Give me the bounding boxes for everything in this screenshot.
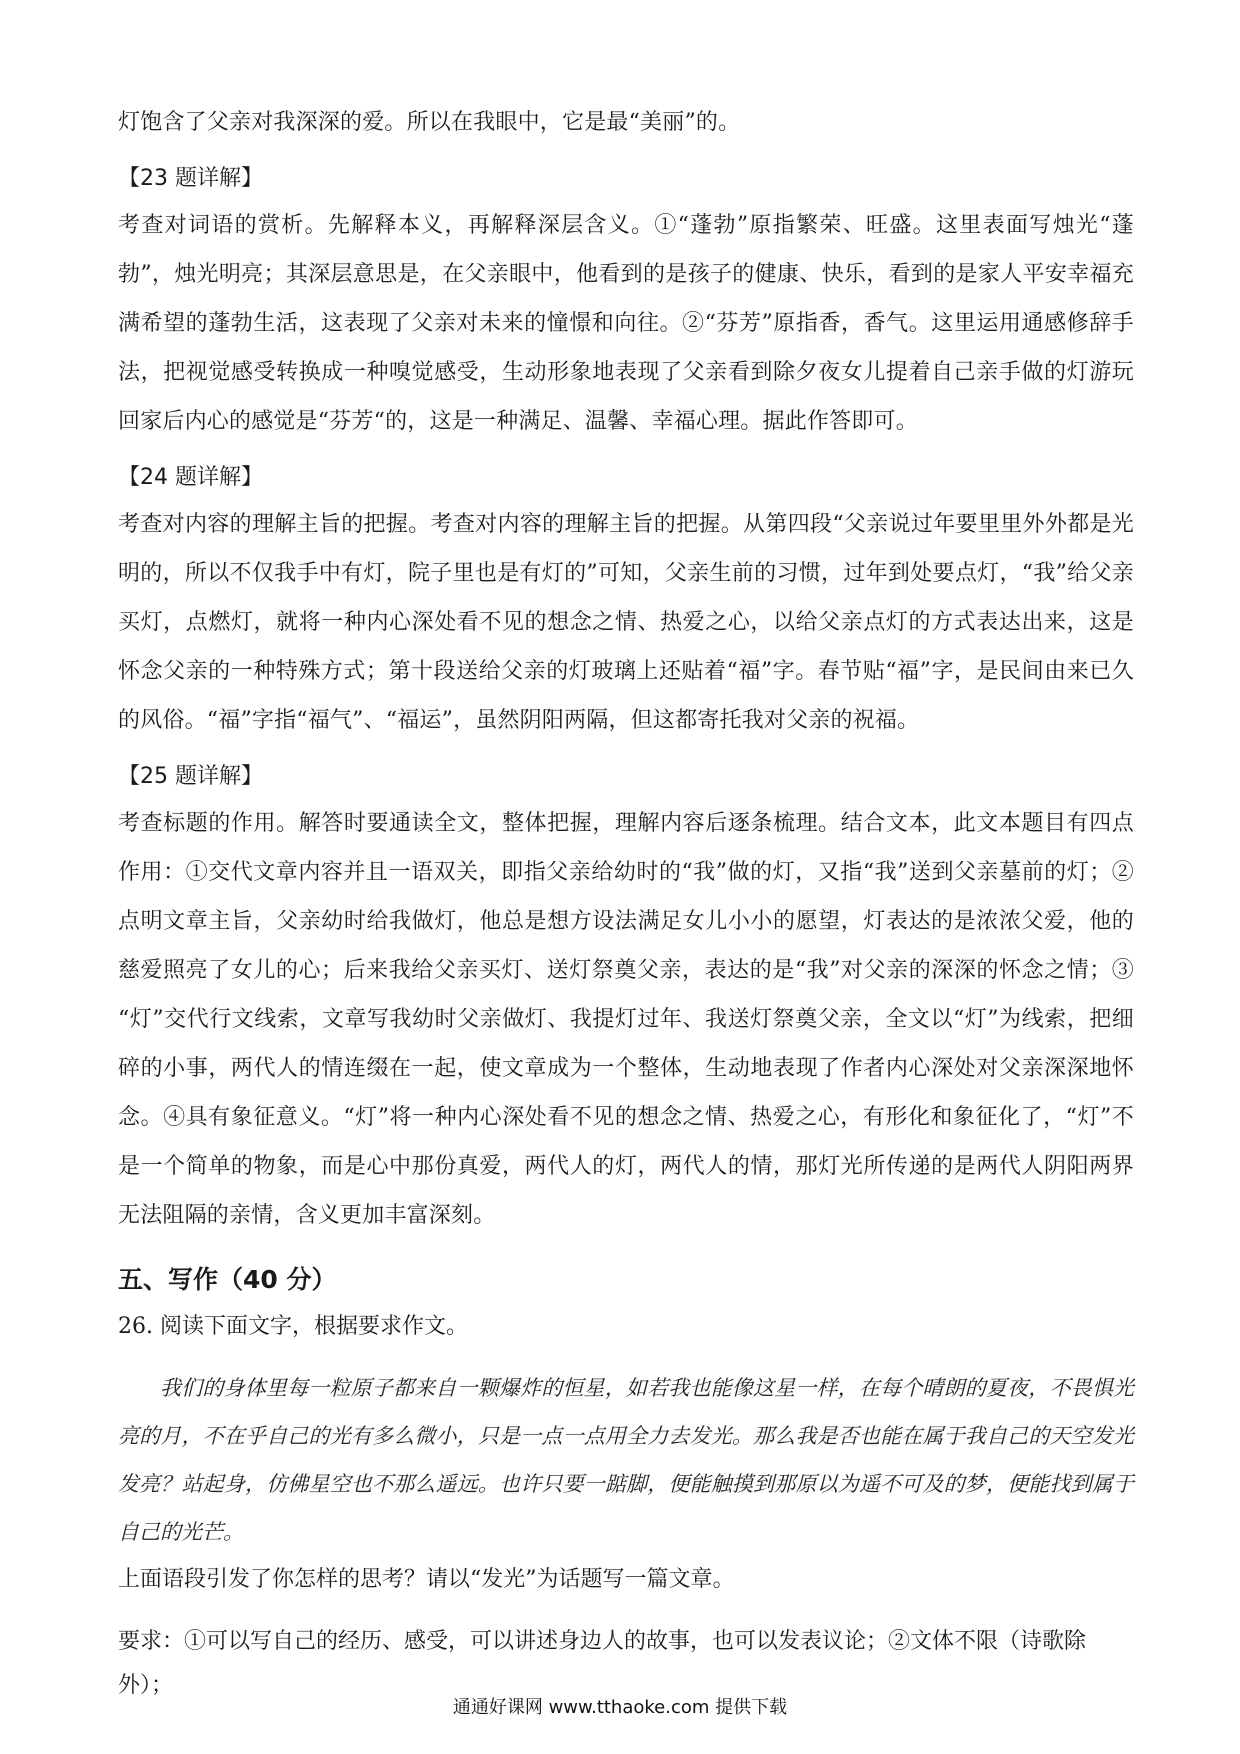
writing-requirement: 要求：①可以写自己的经历、感受，可以讲述身边人的故事，也可以发表议论；②文体不限（诗歌除外）； — [118, 1629, 1087, 1698]
q25-title: 【25 题详解】 — [118, 764, 263, 789]
document-content — [118, 98, 1134, 1708]
writing-section — [118, 1258, 1134, 1708]
q23-title: 【23 题详解】 — [118, 166, 263, 191]
q25-section — [118, 755, 1134, 1240]
q24-body: 考查对内容的理解主旨的把握。考查对内容的理解主旨的把握。从第四段“父亲说过年要里里外外都是光明的，所以不仅我手中有灯，院子里也是有灯的”可知，父亲生前的习惯，过年到处要点灯，“我”给父亲买灯，点燃灯，就将一种内心深处看不见的想念之情、热爱之心，以给父亲点灯的方式表达出来，这是怀念父亲的一种特殊方式；第十段送给父亲的灯玻璃上还贴着“福”字。春节贴“福”字，是民间由来已久的风俗。“福”字指“福气”、“福运”，虽然阴阳两隔，但这都寄托我对父亲的祝福。 — [118, 512, 1134, 733]
q23-body: 考查对词语的赏析。先解释本义，再解释深层含义。①“蓬勃”原指繁荣、旺盛。这里表面写烛光“蓬勃”，烛光明亮；其深层意思是，在父亲眼中，他看到的是孩子的健康、快乐，看到的是家人平安幸福充满希望的蓬勃生活，这表现了父亲对未来的憧憬和向往。②“芬芳”原指香，香气。这里运用通感修辞手法，把视觉感受转换成一种嗅觉感受，生动形象地表现了父亲看到除夕夜女儿提着自己亲手做的灯游玩回家后内心的感觉是“芬芳“的，这是一种满足、温馨、幸福心理。据此作答即可。 — [118, 213, 1134, 434]
page-footer: 通通好课网 www.tthaoke.com 提供下载 — [452, 1697, 788, 1718]
q24-section — [118, 456, 1134, 745]
intro-paragraph: 灯饱含了父亲对我深深的爱。所以在我眼中，它是最“美丽”的。 — [118, 110, 741, 135]
q23-section — [118, 157, 1134, 446]
q25-body: 考查标题的作用。解答时要通读全文，整体把握，理解内容后逐条梳理。结合文本，此文本题目有四点作用：①交代文章内容并且一语双关，即指父亲给幼时的“我”做的灯，又指“我”送到父亲墓前的灯；② 点明文章主旨，父亲幼时给我做灯，他总是想方设法满足女儿小小的愿望，灯表达的是浓浓父爱，他的慈爱照亮了女儿的心；后来我给父亲买灯、送灯祭奠父亲，表达的是“我”对父亲的深深的怀念之情；③ “灯”交代行文线索，文章写我幼时父亲做灯、我提灯过年、我送灯祭奠父亲，全文以“灯”为线索，把细碎的小事，两代人的情连缀在一起，使文章成为一个整体，生动地表现了作者内心深处对父亲深深地怀念。④具有象征意义。“灯”将一种内心深处看不见的想念之情、热爱之心，有形化和象征化了，“灯”不是一个简单的物象，而是心中那份真爱，两代人的灯，两代人的情，那灯光所传递的是两代人阴阳两界无法阻隔的亲情，含义更加丰富深刻。 — [118, 811, 1134, 1228]
writing-heading: 五、写作（40 分） — [118, 1265, 337, 1294]
writing-prompt: 上面语段引发了你怎样的思考？请以“发光”为话题写一篇文章。 — [118, 1567, 735, 1592]
writing-quote: 我们的身体里每一粒原子都来自一颗爆炸的恒星，如若我也能像这星一样，在每个晴朗的夏夜，不畏惧光亮的月，不在乎自己的光有多么微小，只是一点一点用全力去发光。那么我是否也能在属于我自己的天空发光发亮？站起身，仿佛星空也不那么遥远。也许只要一踮脚，便能触摸到那原以为遥不可及的梦，便能找到属于自己的光芒。 — [118, 1376, 1134, 1544]
q24-title: 【24 题详解】 — [118, 465, 263, 490]
writing-question: 26. 阅读下面文字，根据要求作文。 — [118, 1314, 468, 1339]
